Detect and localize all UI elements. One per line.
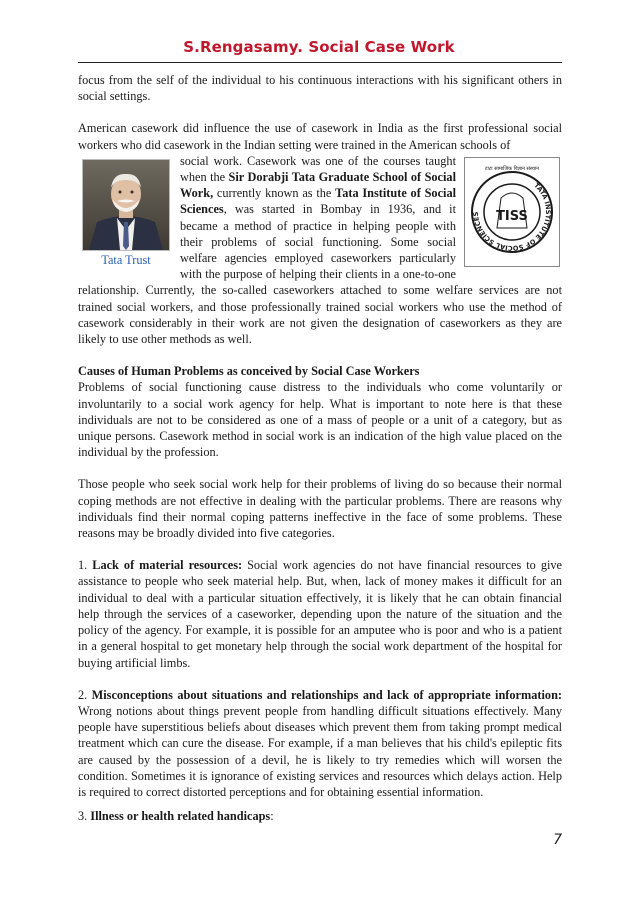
list-item-2-text: Wrong notions about things prevent people from handling difficult situations effectively. Many people have superstitious beliefs about diseases which prevent them from taking prompt medical treatment which can cure the disease. For example, if a man believes that his child's epileptic fits are caused by the possession of a devil, he is likely to try remedies which will worsen the condition. Sometimes it is ignorance of existing services and resources which delays action. Help is required to correct distorted perceptions and for obtaining essential information. bbox=[78, 703, 562, 799]
list-item-3-number: 3. bbox=[78, 809, 91, 824]
paragraph-american-casework bbox=[78, 120, 562, 152]
list-item-3-title: Illness or health related handicaps bbox=[90, 809, 271, 824]
logo-monogram: TISS bbox=[496, 208, 528, 224]
list-item-2-number: 2. bbox=[78, 687, 92, 702]
page-number: 7 bbox=[553, 832, 562, 848]
running-header: S.Rengasamy. Social Case Work bbox=[183, 38, 455, 56]
list-item-1 bbox=[78, 557, 562, 670]
american-casework-lead: American casework did influence the use of casework in India as the first professional social workers who did casework in the Indian setting were trained in the American schools of bbox=[78, 121, 562, 152]
american-casework-part-b: currently known as the bbox=[213, 186, 336, 201]
list-item-1-number: 1. bbox=[78, 558, 93, 573]
list-item-2 bbox=[78, 687, 562, 800]
logo-figure bbox=[464, 157, 562, 269]
list-item-1-title: Lack of material resources: bbox=[92, 558, 243, 573]
paragraph-causes-2: Those people who seek social work help for their problems of living do so because their normal coping methods are not effective in dealing with the particular problems. There are reasons why individuals find their normal coping patterns ineffective in the face of some problems. These reasons may be broadly divided into five categories. bbox=[78, 477, 562, 541]
institute-name: Tata Institute of Social Sciences bbox=[180, 186, 457, 217]
list-item-1-text: Social work agencies do not have financial resources to give assistance to people who seek material help. But, when, lack of money makes it difficult for an individual to deal with a particular situation effectively, it is likely that he can obtain financial help through the services of a caseworker, depending upon the nature of the situation and the policy of the agency. For example, it is possible for an amputee who is poor and who is a patient in a general hospital to get monetary help through the social work department of the hospital for buying artificial limbs. bbox=[78, 558, 562, 670]
page-body bbox=[78, 72, 562, 824]
list-item-3 bbox=[78, 808, 562, 824]
portrait-figure bbox=[78, 155, 174, 275]
paragraph-causes-1: Problems of social functioning cause distress to the individuals who come voluntarily or involuntarily to a social work agency for help. What is important to note here is that these individuals are not to be considered as one of a mass of people or a unit of a category, but as unique persons. Casework method in social work is an indication of the high value placed on the individual by the profession. bbox=[78, 380, 562, 460]
figure-wrap bbox=[78, 153, 562, 347]
header-rule bbox=[78, 62, 562, 63]
paragraph-focus: focus from the self of the individual to his continuous interactions with his significant others in social settings. bbox=[78, 73, 562, 104]
list-item-2-title: Misconceptions about situations and relationships and lack of appropriate information: bbox=[91, 687, 562, 702]
portrait-image bbox=[82, 159, 170, 251]
list-item-3-text: : bbox=[270, 809, 274, 824]
american-casework-part-a: social work. Casework was one of the courses taught when the bbox=[180, 153, 456, 185]
american-casework-part-c: , was started in Bombay in 1936, and it became a method of practice in helping people with their problems of social functioning. Some social welfare agencies employed caseworkers particularly with the purpose of helping their clients in a one-to-one relationship. Currently, the so-called caseworkers attached to some welfare services are not trained social workers, and those professionally trained social workers who use the method of casework considerably in their work are not given the designation of caseworkers as they are likely to use other methods as well. bbox=[78, 202, 562, 347]
section-heading-causes: Causes of Human Problems as conceived by Social Case Workers bbox=[78, 364, 420, 379]
logo-ring-text: TATA INSTITUTE OF SOCIAL SCIENCES bbox=[471, 181, 553, 252]
tiss-logo bbox=[464, 157, 560, 267]
school-name: Sir Dorabji Tata Graduate School of Social Work, bbox=[180, 170, 456, 201]
logo-top-text: टाटा सामाजिक विज्ञान संस्थान bbox=[484, 165, 540, 172]
portrait-caption: Tata Trust bbox=[101, 252, 151, 267]
